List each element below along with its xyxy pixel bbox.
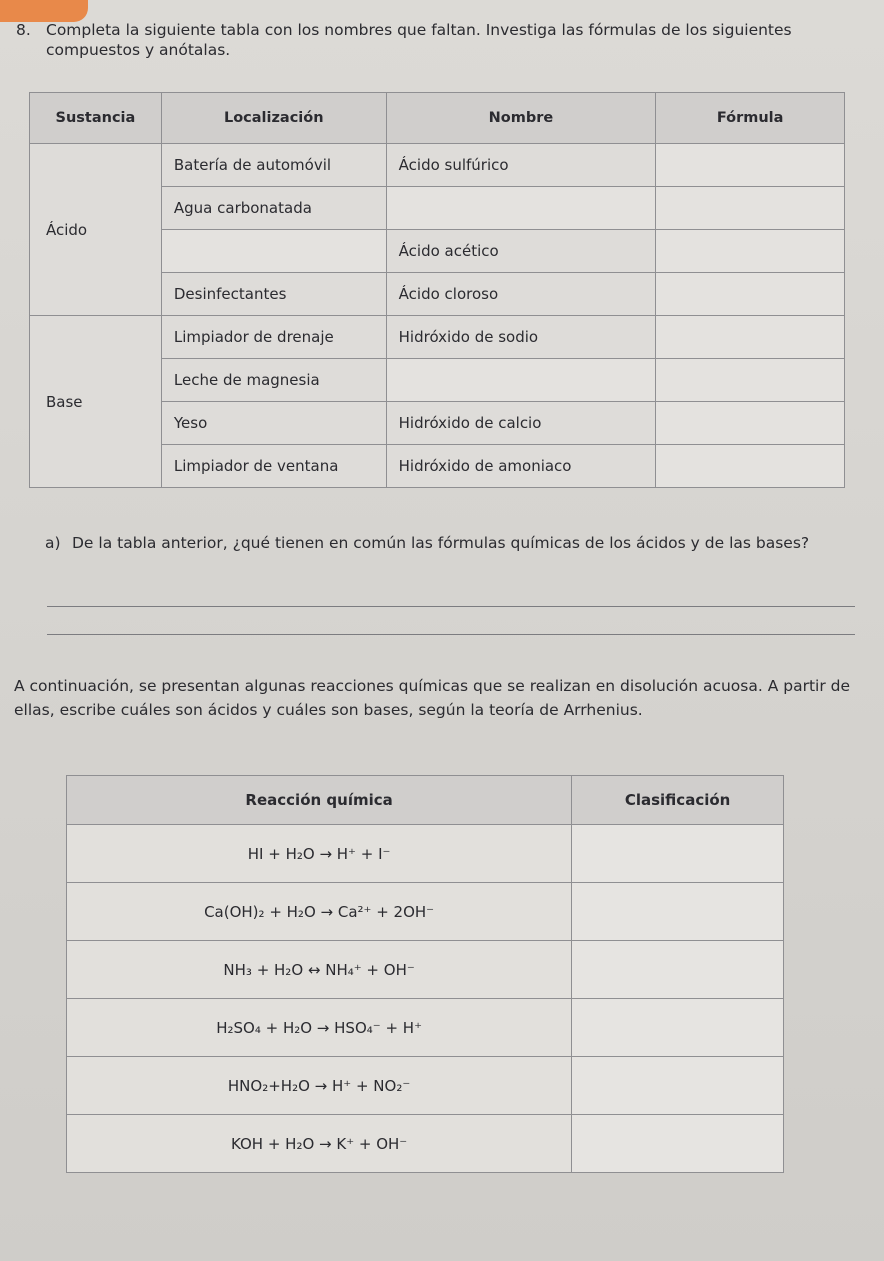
table-row [67, 1115, 784, 1173]
location-cell: Limpiador de ventana [161, 445, 386, 488]
reaction-cell: KOH + H₂O → K⁺ + OH⁻ [67, 1115, 572, 1173]
reaction-cell: H₂SO₄ + H₂O → HSO₄⁻ + H⁺ [67, 999, 572, 1057]
name-cell[interactable] [386, 359, 656, 402]
name-cell: Hidróxido de amoniaco [386, 445, 656, 488]
question-8-number: 8. [16, 21, 31, 39]
table-row [30, 144, 845, 187]
substance-base: Base [30, 316, 162, 488]
classification-cell[interactable] [572, 1115, 784, 1173]
location-cell: Limpiador de drenaje [161, 316, 386, 359]
substances-table [29, 92, 845, 488]
header-nombre: Nombre [386, 93, 656, 144]
header-reaccion: Reacción química [67, 776, 572, 825]
formula-cell[interactable] [656, 359, 845, 402]
header-sustancia: Sustancia [30, 93, 162, 144]
name-cell: Ácido cloroso [386, 273, 656, 316]
classification-cell[interactable] [572, 883, 784, 941]
classification-cell[interactable] [572, 999, 784, 1057]
formula-cell[interactable] [656, 445, 845, 488]
location-cell: Yeso [161, 402, 386, 445]
reaction-cell: HI + H₂O → H⁺ + I⁻ [67, 825, 572, 883]
reactions-table [66, 775, 784, 1173]
name-cell[interactable] [386, 187, 656, 230]
reaction-cell: Ca(OH)₂ + H₂O → Ca²⁺ + 2OH⁻ [67, 883, 572, 941]
formula-cell[interactable] [656, 230, 845, 273]
question-a-label: a) [45, 534, 61, 552]
table-row [30, 316, 845, 359]
classification-cell[interactable] [572, 825, 784, 883]
name-cell: Hidróxido de sodio [386, 316, 656, 359]
question-8 [16, 20, 856, 60]
table-row [67, 883, 784, 941]
question-a-text: De la tabla anterior, ¿qué tienen en común las fórmulas químicas de los ácidos y de las bases? [72, 534, 810, 552]
location-cell: Desinfectantes [161, 273, 386, 316]
classification-cell[interactable] [572, 941, 784, 999]
location-cell[interactable] [161, 230, 386, 273]
formula-cell[interactable] [656, 402, 845, 445]
substances-table-header [30, 93, 845, 144]
reactions-intro: A continuación, se presentan algunas reacciones químicas que se realizan en disolución acuosa. A partir de ellas, escribe cuáles son ácidos y cuáles son bases, según la teoría de Arrhenius. [14, 677, 851, 719]
formula-cell[interactable] [656, 273, 845, 316]
formula-cell[interactable] [656, 187, 845, 230]
orange-corner-tab [0, 0, 88, 22]
location-cell: Agua carbonatada [161, 187, 386, 230]
formula-cell[interactable] [656, 316, 845, 359]
substance-acid: Ácido [30, 144, 162, 316]
reactions-table-header [67, 776, 784, 825]
classification-cell[interactable] [572, 1057, 784, 1115]
header-formula: Fórmula [656, 93, 845, 144]
location-cell: Leche de magnesia [161, 359, 386, 402]
formula-cell[interactable] [656, 144, 845, 187]
reaction-cell: NH₃ + H₂O ↔ NH₄⁺ + OH⁻ [67, 941, 572, 999]
answer-line-2[interactable] [47, 634, 855, 635]
table-row [67, 941, 784, 999]
name-cell: Ácido acético [386, 230, 656, 273]
header-clasificacion: Clasificación [572, 776, 784, 825]
question-8-text: Completa la siguiente tabla con los nombres que faltan. Investiga las fórmulas de los siguientes compuestos y anótalas. [46, 21, 792, 59]
table-row [67, 999, 784, 1057]
name-cell: Ácido sulfúrico [386, 144, 656, 187]
name-cell: Hidróxido de calcio [386, 402, 656, 445]
reaction-cell: HNO₂+H₂O → H⁺ + NO₂⁻ [67, 1057, 572, 1115]
table-row [67, 1057, 784, 1115]
table-row [67, 825, 784, 883]
question-a [45, 530, 860, 556]
header-localizacion: Localización [161, 93, 386, 144]
location-cell: Batería de automóvil [161, 144, 386, 187]
answer-line-1[interactable] [47, 606, 855, 607]
